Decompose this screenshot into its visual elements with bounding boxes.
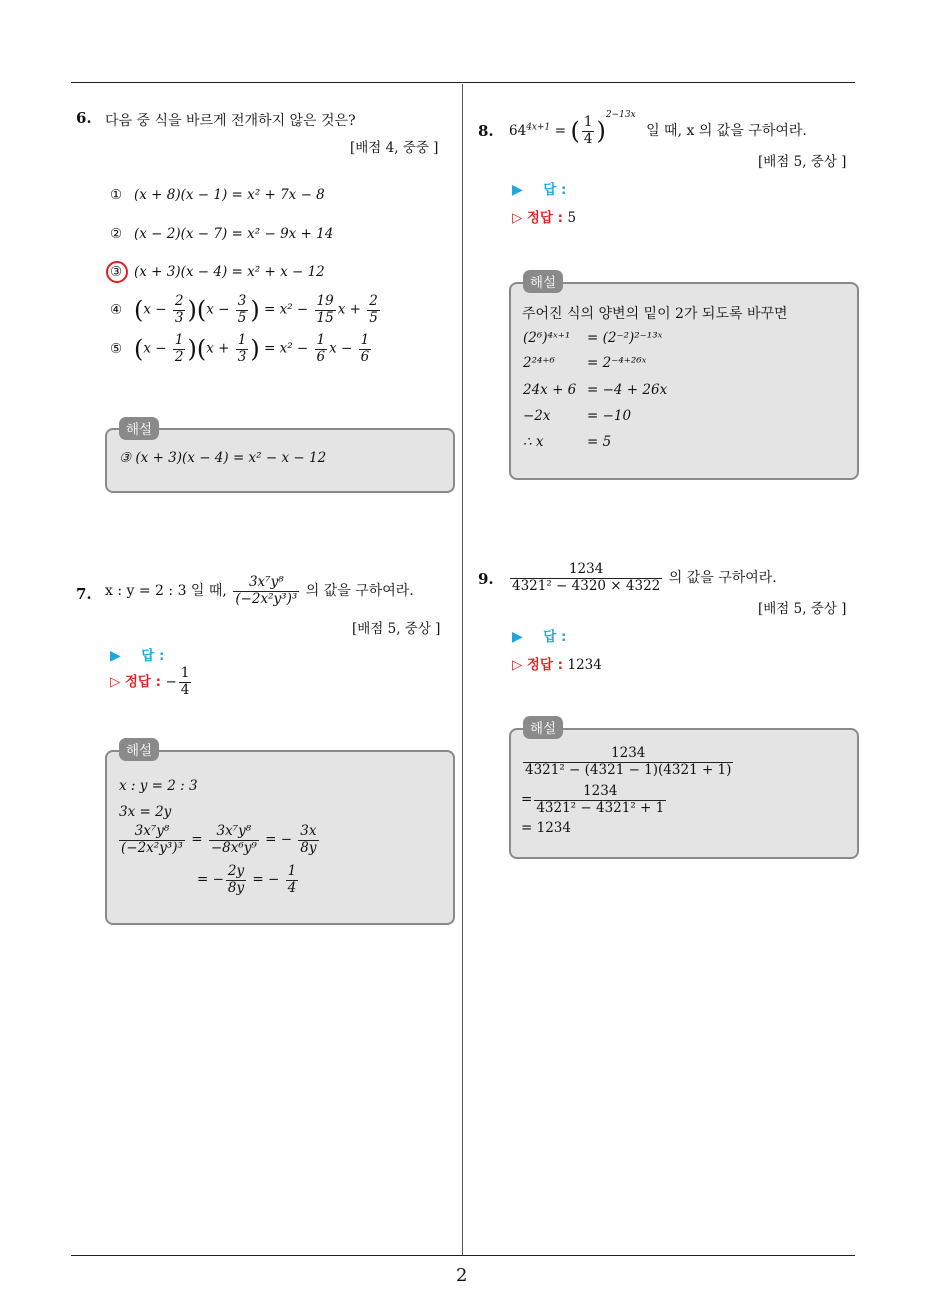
correct-sign: − [165, 674, 177, 691]
frac-den: (−2x²y³)³ [121, 839, 183, 856]
q8-rhs-den: 4 [583, 130, 593, 147]
q6-option-5[interactable]: ⑤ (x − $\frac{1}{2}$ )(x + $\frac{1}{3}$ ) = x² − $\frac{1}{6}$ x − $\frac{1}{6}$ [110, 332, 370, 365]
frac-den: 8y [300, 839, 317, 856]
option-expr: (x + 3)(x − 4) = x² + x − 12 [134, 264, 325, 280]
q6-score: [배점 4, 중중 ] [350, 140, 439, 156]
q9-answer-row [512, 625, 566, 645]
play-triangle-icon: ▶ [110, 648, 121, 664]
outline-triangle-icon: ▷ [512, 210, 523, 226]
q8-sol-row-1-left: (2⁶)⁴ˣ⁺¹ [523, 330, 571, 346]
q8-base-exp: 4x+1 [526, 122, 551, 133]
frac-den: 4321² − (4321 − 1)(4321 + 1) [525, 761, 732, 778]
page-number: 2 [456, 1265, 468, 1286]
q8-rhs-num: 1 [583, 113, 593, 130]
q6-number: 6. [76, 109, 92, 127]
q8-number: 8. [478, 122, 494, 140]
q8-sol-intro: 주어진 식의 양변의 밑이 2가 되도록 바꾸면 [522, 306, 788, 322]
equals-sign: = [521, 791, 533, 808]
q7-correct-row [110, 666, 193, 698]
correct-label: 정답 : [526, 657, 564, 673]
correct-den: 4 [180, 681, 190, 698]
q6-option-3[interactable] [110, 264, 325, 280]
column-divider [462, 84, 463, 1256]
q8-solution-tag: 해설 [523, 270, 563, 293]
q7-frac-den: (−2x²y³)³ [235, 590, 298, 607]
correct-label: 정답 : [526, 210, 564, 226]
q7-frac-num: 3x⁷y⁸ [233, 575, 299, 592]
q8-sol-row-3-left: 24x + 6 [523, 382, 577, 398]
q7-question-text: 의 값을 구하여라. [305, 583, 414, 600]
q7-sol-eq-2: = − $\frac{2y}{8y}$ = − $\frac{1}{4}$ [197, 863, 297, 896]
option-number: ④ [110, 301, 123, 318]
q8-base: 64 [509, 123, 527, 139]
q6-option-1[interactable] [110, 187, 325, 203]
outline-triangle-icon: ▷ [110, 674, 121, 691]
frac-num: 2y [227, 863, 245, 879]
play-triangle-icon: ▶ [512, 629, 523, 645]
q7-number: 7. [76, 585, 92, 603]
q7-sol-line-2: 3x = 2y [119, 804, 172, 820]
answer-label: 답 : [543, 629, 567, 645]
option-number: ⑤ [110, 340, 123, 357]
option-expr: (x + 8)(x − 1) = x² + 7x − 8 [134, 187, 325, 203]
q8-rhs-exp: 2−13x [605, 110, 636, 120]
frac-num: 1234 [534, 784, 666, 801]
q8-score: [배점 5, 중상 ] [758, 154, 847, 170]
q8-sol-row-5-right: = 5 [587, 434, 612, 450]
q8-text: $64^{4x+1}$ = ( $\frac{1}{4}$ )$^{2-13x}$ 일 때, x 의 값을 구하여라. [509, 110, 807, 147]
play-triangle-icon: ▶ [512, 182, 523, 198]
q6-solution-tag: 해설 [119, 417, 159, 440]
q9-sol-result: = 1234 [521, 820, 571, 836]
q9-solution-tag: 해설 [523, 716, 563, 739]
correct-value: 1234 [567, 657, 602, 673]
option-number: ② [110, 226, 123, 242]
q9-question-text: 의 값을 구하여라. [668, 570, 777, 587]
q9-frac-den: 4321² − 4320 × 4322 [512, 577, 661, 594]
option-number: ① [110, 187, 123, 203]
q7-answer-row [110, 644, 164, 664]
frac-num: 3x⁷y⁸ [119, 824, 185, 841]
q6-solution-text: ③ (x + 3)(x − 4) = x² − x − 12 [119, 450, 327, 466]
q9-score: [배점 5, 중상 ] [758, 601, 847, 617]
bottom-rule [71, 1255, 855, 1256]
frac-den: 4 [287, 879, 297, 896]
q6-text: 다음 중 식을 바르게 전개하지 않은 것은? [105, 113, 356, 129]
correct-label: 정답 : [124, 674, 162, 691]
q8-sol-row-1-right: = (2⁻²)²⁻¹³ˣ [587, 330, 663, 346]
q8-sol-row-2-right: = 2⁻⁴⁺²⁶ˣ [587, 355, 647, 371]
q8-sol-row-5-left: ∴ x [523, 434, 544, 450]
answer-label: 답 : [141, 648, 165, 664]
q9-sol-frac-1 [521, 746, 735, 778]
frac-den: 4321² − 4321² + 1 [536, 799, 665, 816]
q7-sol-eq-1: $\frac{\text{3x⁷y⁸}}{\text{(−2x²y³)³}}$ = $\frac{\text{3x⁷y⁸}}{\text{−8x⁶y⁹}}$ = − $\frac{3x}{8y}$ [121, 823, 317, 856]
frac-den: −8x⁶y⁹ [210, 839, 257, 856]
correct-num: 1 [180, 665, 190, 681]
q9-text [508, 562, 777, 594]
q7-score: [배점 5, 중상 ] [352, 621, 441, 637]
q7-sol-line-1: x : y = 2 : 3 [119, 778, 198, 794]
answer-label: 답 : [543, 182, 567, 198]
q8-question-text: 일 때, x 의 값을 구하여라. [646, 123, 807, 139]
correct-value: 5 [567, 210, 577, 226]
frac-num: 3x [298, 824, 318, 841]
option-expr: (x − 2)(x − 7) = x² − 9x + 14 [134, 226, 334, 242]
frac-num: 3x⁷y⁸ [209, 824, 259, 841]
q8-correct-row [512, 206, 576, 226]
q7-solution-tag: 해설 [119, 738, 159, 761]
q6-option-4[interactable]: ④ (x − $\frac{2}{3}$ )(x − $\frac{3}{5}$ ) = x² − $\frac{19}{15}$ x + $\frac{2}{5}$ [110, 293, 378, 326]
q8-sol-row-2-left: 2²⁴⁺⁶ [523, 355, 555, 371]
frac-num: 1 [287, 863, 297, 879]
q9-sol-frac-2 [521, 784, 668, 816]
q9-number: 9. [478, 570, 494, 588]
frac-den: 8y [227, 879, 245, 896]
q7-text [105, 575, 414, 607]
option-number: ③ [110, 264, 123, 280]
frac-num: 1234 [523, 746, 733, 763]
q8-sol-row-4-left: −2x [523, 408, 551, 424]
q9-frac-num: 1234 [510, 562, 662, 579]
q8-answer-row [512, 178, 566, 198]
q7-ratio-text: x : y = 2 : 3 일 때, [105, 583, 227, 600]
q8-sol-row-4-right: = −10 [587, 408, 632, 424]
q6-option-2[interactable] [110, 226, 333, 242]
q8-sol-row-3-right: = −4 + 26x [587, 382, 668, 398]
top-rule [71, 82, 855, 83]
q9-correct-row [512, 653, 602, 673]
outline-triangle-icon: ▷ [512, 657, 523, 673]
